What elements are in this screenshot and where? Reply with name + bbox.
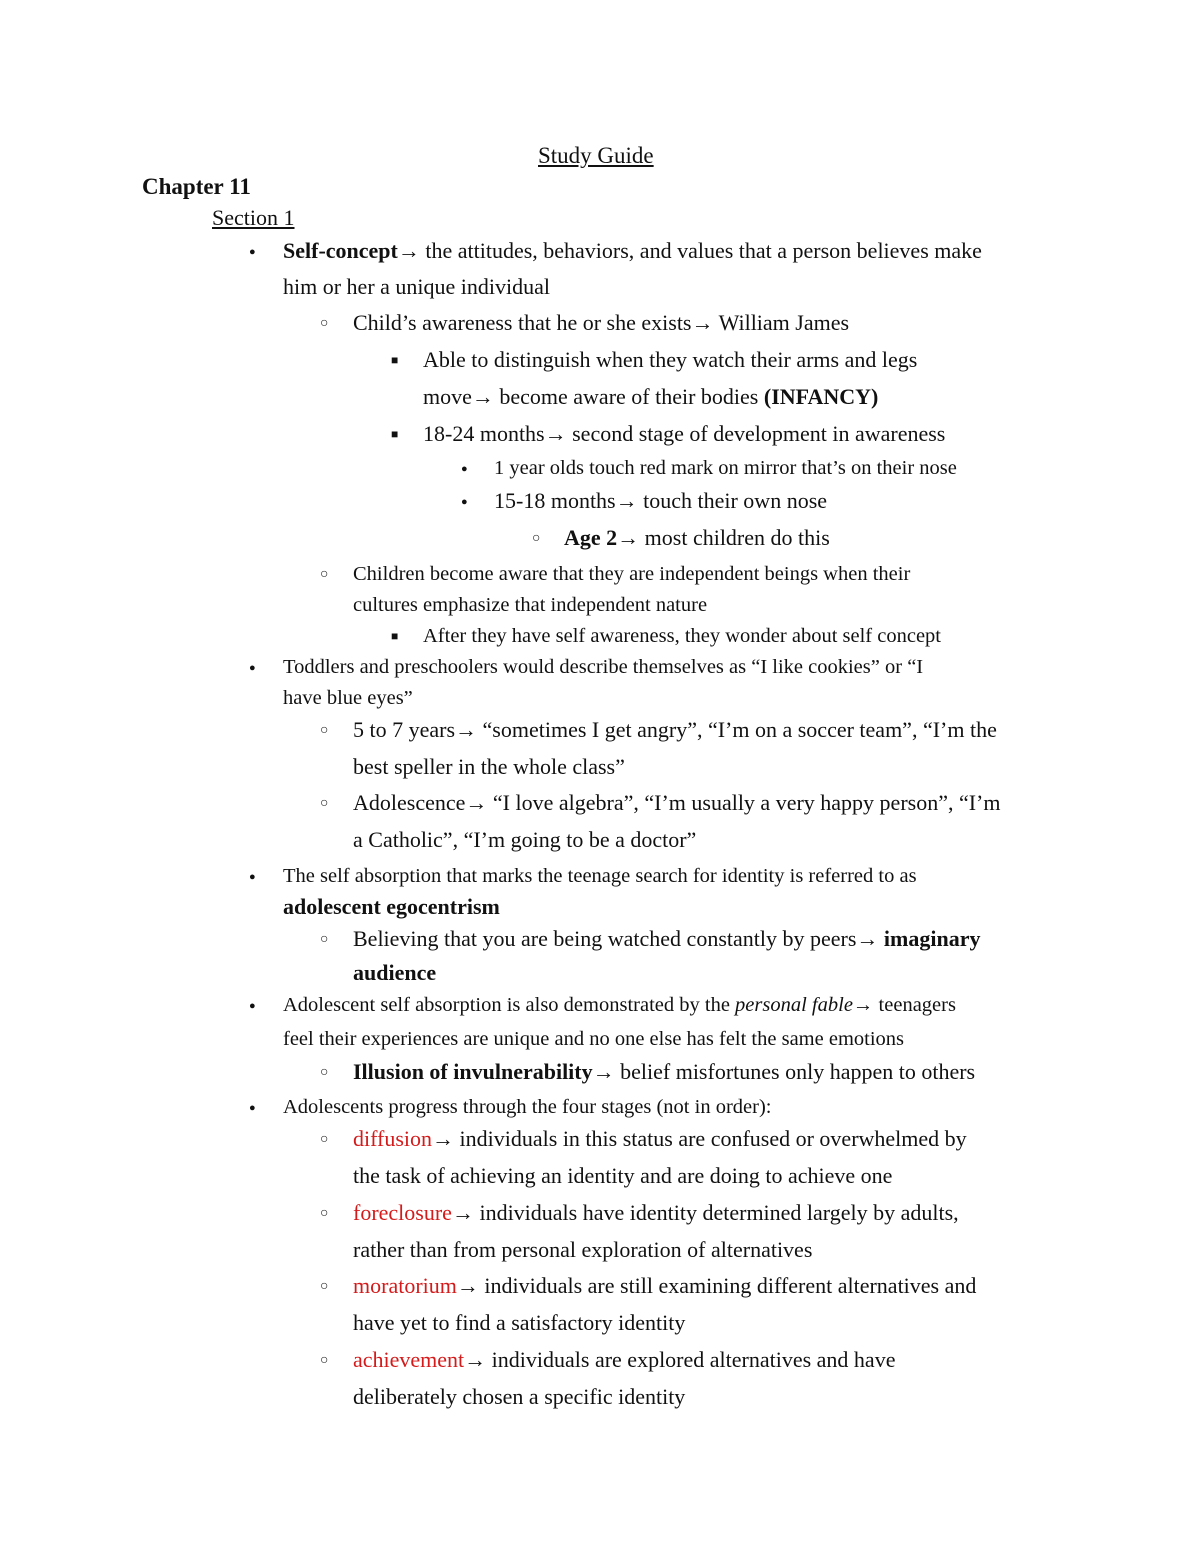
list-item-cont: feel their experiences are unique and no one else has felt the same emotions: [283, 1028, 905, 1050]
list-item-cont: a Catholic”, “I’m going to be a doctor”: [353, 827, 697, 852]
list-item: moratorium→ individuals are still examining different alternatives and: [353, 1273, 977, 1298]
bullet-circle-icon: [532, 523, 540, 554]
list-item-cont: cultures emphasize that independent nature: [353, 594, 708, 616]
bullet-circle-icon: [320, 1057, 328, 1088]
list-item: foreclosure→ individuals have identity determined largely by adults,: [353, 1200, 959, 1225]
list-item: Adolescent self absorption is also demonstrated by the personal fable→ teenagers: [283, 994, 956, 1016]
list-item: Adolescents progress through the four stages (not in order):: [283, 1096, 772, 1118]
list-item-cont: him or her a unique individual: [283, 274, 550, 299]
bullet-dot-icon: [249, 652, 256, 683]
bullet-square-icon: [391, 419, 398, 449]
list-item: Self-concept→ the attitudes, behaviors, and values that a person believes make: [283, 238, 982, 263]
bullet-circle-icon: [320, 308, 328, 339]
bullet-circle-icon: [320, 924, 328, 955]
bullet-dot-icon: [249, 990, 256, 1021]
bullet-circle-icon: [320, 1124, 328, 1155]
bullet-circle-icon: [320, 788, 328, 819]
list-item-cont: have blue eyes”: [283, 687, 413, 709]
list-item: Age 2→ most children do this: [564, 525, 830, 550]
list-item: Illusion of invulnerability→ belief misfortunes only happen to others: [353, 1059, 976, 1084]
bullet-circle-icon: [320, 1345, 328, 1376]
bullet-circle-icon: [320, 715, 328, 746]
list-item: Children become aware that they are independent beings when their: [353, 563, 911, 585]
bullet-dot-icon: [249, 1092, 256, 1123]
list-item: 5 to 7 years→ “sometimes I get angry”, “I’m on a soccer team”, “I’m the: [353, 717, 997, 742]
list-item: Child’s awareness that he or she exists→ William James: [353, 310, 850, 335]
list-item-cont: best speller in the whole class”: [353, 754, 625, 779]
list-item: After they have self awareness, they wonder about self concept: [423, 625, 941, 647]
bullet-dot-icon: [461, 486, 468, 517]
bullet-dot-icon: [249, 236, 256, 267]
list-item: achievement→ individuals are explored alternatives and have: [353, 1347, 896, 1372]
bullet-circle-icon: [320, 1198, 328, 1229]
list-item-cont: adolescent egocentrism: [283, 894, 500, 919]
list-item: Able to distinguish when they watch their arms and legs: [423, 347, 918, 372]
list-item: Believing that you are being watched constantly by peers→ imaginary: [353, 926, 981, 951]
list-item: diffusion→ individuals in this status are confused or overwhelmed by: [353, 1126, 967, 1151]
list-item: The self absorption that marks the teenage search for identity is referred to as: [283, 865, 917, 887]
page-title: Study Guide: [538, 143, 654, 168]
list-item-cont: rather than from personal exploration of alternatives: [353, 1237, 813, 1262]
bullet-circle-icon: [320, 1271, 328, 1302]
list-item: 1 year olds touch red mark on mirror that’s on their nose: [494, 457, 957, 479]
list-item: 18-24 months→ second stage of development in awareness: [423, 421, 946, 446]
list-item-cont: have yet to find a satisfactory identity: [353, 1310, 686, 1335]
chapter-heading: Chapter 11: [142, 174, 251, 199]
bullet-circle-icon: [320, 559, 328, 590]
section-heading: Section 1: [212, 205, 295, 230]
list-item: 15-18 months→ touch their own nose: [494, 488, 828, 513]
list-item: Adolescence→ “I love algebra”, “I’m usually a very happy person”, “I’m: [353, 790, 1001, 815]
list-item-cont: deliberately chosen a specific identity: [353, 1384, 686, 1409]
list-item-cont: move→ become aware of their bodies (INFANCY): [423, 384, 879, 409]
list-item: Toddlers and preschoolers would describe themselves as “I like cookies” or “I: [283, 656, 924, 678]
list-item-cont: the task of achieving an identity and are doing to achieve one: [353, 1163, 893, 1188]
bullet-square-icon: [391, 345, 398, 375]
bullet-dot-icon: [249, 861, 256, 892]
bullet-dot-icon: [461, 453, 468, 484]
list-item-cont: audience: [353, 960, 437, 985]
bullet-square-icon: [391, 621, 398, 651]
